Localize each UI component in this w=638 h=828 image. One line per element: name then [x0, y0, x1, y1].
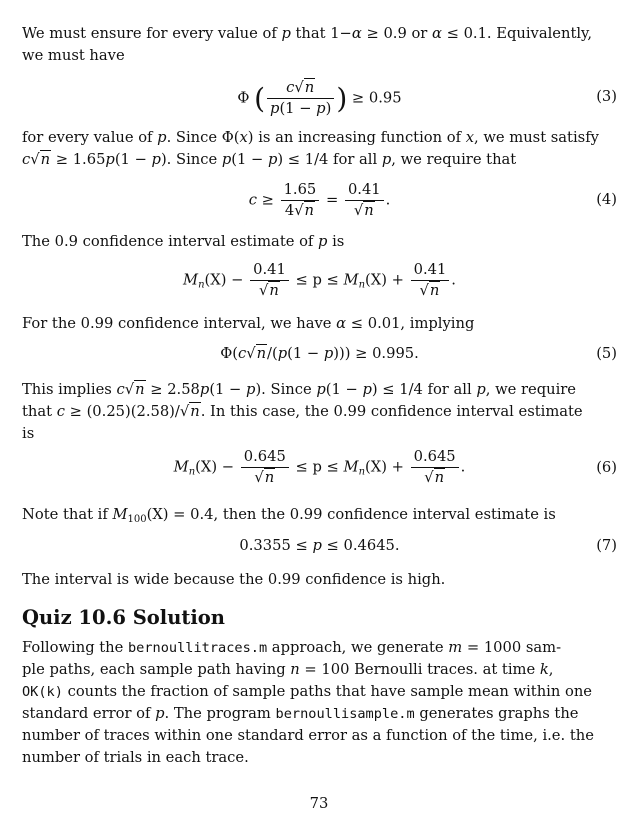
equation-number: (6)	[596, 459, 617, 476]
numerator: c√n	[267, 78, 334, 99]
text: that 1−	[290, 25, 352, 42]
text: (1 −	[114, 151, 152, 168]
text: ))) ≥ 0.995.	[333, 345, 419, 362]
var-alpha: α	[336, 315, 347, 332]
text: ≤ p ≤	[290, 271, 344, 289]
code-filename: bernoullitraces.m	[128, 640, 268, 656]
var-alpha: α	[351, 25, 362, 42]
text: ≤ p ≤	[290, 458, 344, 476]
section-heading: Quiz 10.6 Solution	[22, 606, 225, 629]
text: /(	[267, 345, 278, 362]
code-filename: bernoullisample.m	[275, 706, 415, 722]
subscript: n	[358, 279, 366, 291]
fraction	[411, 260, 450, 301]
text: Φ(	[220, 345, 238, 362]
var-c: c	[237, 345, 247, 362]
var-p: p	[270, 100, 280, 117]
equation-6	[22, 447, 617, 491]
text: The interval is wide because the 0.99 confidence is high.	[22, 571, 446, 588]
var-M: M	[343, 458, 359, 476]
var-p: p	[381, 151, 392, 168]
var-k: k	[539, 661, 549, 678]
text: (1 −	[231, 151, 268, 168]
equation-4	[22, 180, 617, 222]
text: +	[386, 458, 409, 476]
var-p: p	[281, 25, 291, 42]
equation-3	[22, 78, 617, 118]
fraction	[411, 447, 459, 488]
right-paren: )	[336, 82, 348, 115]
var-c: c	[116, 381, 125, 398]
var-n: n	[304, 79, 315, 96]
var-alpha: α	[432, 25, 442, 42]
page-number: 73	[309, 795, 329, 812]
text: (X)	[195, 458, 218, 476]
numerator: 0.645	[241, 447, 289, 468]
fraction	[281, 180, 320, 221]
var-p: p	[105, 151, 115, 168]
text: ≤ 0.4645.	[321, 537, 400, 554]
text: 0.3355 ≤	[239, 537, 313, 554]
var-p: p	[155, 705, 165, 722]
text: ≤ 0.1. Equivalently,	[441, 25, 593, 42]
var-M: M	[183, 271, 199, 289]
text: =	[321, 191, 343, 209]
text: ≥ (0.25)(2.58)/	[64, 403, 180, 420]
var-M: M	[112, 506, 128, 523]
paragraph-increasing: for every value of p. Since Φ(x) is an increasing function of x, we must satisfy c√n ≥ 1.65p(1 − p). Since p(1 − p) ≤ 1/4 for all p, we require that	[22, 129, 599, 168]
text: (1 −	[279, 100, 317, 117]
var-n: n	[40, 151, 51, 168]
equation-interval-09	[22, 260, 617, 304]
denominator: √n	[353, 202, 374, 219]
text: (X) = 0.4, then the 0.99 confidence interval estimate is	[146, 506, 556, 523]
fraction	[267, 78, 334, 119]
text: This implies	[22, 381, 117, 398]
text: The 0.9 confidence interval estimate of	[22, 233, 319, 250]
var-n: n	[135, 381, 145, 398]
var-c: c	[22, 151, 31, 168]
denominator: √n	[254, 469, 275, 486]
denominator	[267, 99, 334, 119]
text: , we must satisfy	[474, 129, 599, 146]
var-p: p	[323, 345, 334, 362]
text: ≤ 0.01, implying	[346, 315, 475, 332]
text: ). Since	[160, 151, 222, 168]
equation-number: (3)	[596, 88, 617, 105]
equation-number: (7)	[596, 537, 617, 554]
text: .	[451, 271, 456, 289]
fraction	[241, 447, 289, 488]
equation-body	[22, 180, 617, 221]
numerator: 1.65	[281, 180, 320, 201]
var-n: n	[190, 403, 200, 420]
numerator: 0.41	[411, 260, 450, 281]
text: −	[217, 458, 239, 476]
var-n: n	[434, 469, 445, 486]
text: (1 −	[287, 345, 324, 362]
subscript: n	[198, 279, 205, 291]
equation-number: (5)	[596, 345, 617, 362]
paragraph-quiz-solution	[22, 637, 617, 769]
rhs: ≥ 0.95	[347, 89, 402, 107]
var-p: p	[246, 381, 256, 398]
text: number of trials in each trace.	[22, 749, 249, 766]
var-m: m	[448, 639, 463, 656]
denominator: √n	[419, 282, 440, 299]
var-c: c	[248, 191, 257, 209]
var-p: p	[151, 151, 161, 168]
var-n: n	[269, 282, 279, 299]
equation-body	[22, 260, 617, 301]
text: ≥ 2.58	[145, 381, 200, 398]
text: approach, we generate	[267, 639, 449, 656]
text: . The program	[164, 705, 276, 722]
var-n: n	[290, 661, 300, 678]
var-n: n	[364, 202, 374, 219]
text: We must ensure for every value of	[22, 25, 282, 42]
numerator: 0.645	[411, 447, 459, 468]
text: ,	[548, 661, 554, 678]
var-p: p	[316, 381, 326, 398]
text: +	[386, 271, 409, 289]
var-c: c	[56, 403, 65, 420]
text: ple paths, each sample path having	[22, 661, 291, 678]
paragraph-099-intro	[22, 313, 617, 335]
var-M: M	[343, 271, 359, 289]
text: .	[385, 191, 391, 209]
text: , we require	[485, 381, 576, 398]
text: = 1000 sam-	[462, 639, 562, 656]
text: ) ≤ 1/4 for all	[371, 381, 477, 398]
text: ≥ 0.9 or	[361, 25, 432, 42]
text: standard error of	[22, 705, 156, 722]
var-p: p	[476, 381, 486, 398]
text: (X)	[365, 458, 387, 476]
subscript: n	[188, 466, 196, 478]
subscript: n	[358, 466, 366, 478]
left-paren: (	[254, 82, 266, 115]
var-p: p	[312, 537, 322, 554]
var-p: p	[199, 381, 210, 398]
var-p: p	[221, 151, 232, 168]
equation-body	[22, 78, 617, 119]
text: .	[460, 458, 466, 476]
text: counts the fraction of sample paths that have sample mean within one	[62, 683, 592, 700]
text: ). Since	[255, 381, 317, 398]
text: is	[22, 425, 35, 442]
numerator: 0.41	[345, 180, 384, 201]
equation-5	[22, 345, 617, 371]
text: ) ≤ 1/4 for all	[277, 151, 382, 168]
var-p: p	[318, 233, 328, 250]
var-n: n	[264, 469, 275, 486]
denominator: 4√n	[284, 202, 315, 219]
fraction	[250, 260, 289, 301]
var-M: M	[173, 458, 189, 476]
text: Following the	[22, 639, 128, 656]
text: ≥	[256, 191, 279, 209]
equation-body: Φ(c√n/(p(1 − p))) ≥ 0.995.	[220, 345, 419, 362]
text: for every value of	[22, 129, 158, 146]
text: −	[226, 271, 249, 289]
equation-body	[22, 447, 617, 488]
equation-number: (4)	[596, 191, 617, 208]
phi-symbol: Φ	[237, 89, 250, 107]
code-variable: OK(k)	[22, 684, 63, 700]
text: generates graphs the	[414, 705, 579, 722]
text: = 100 Bernoulli traces. at time	[299, 661, 540, 678]
text: Note that if	[22, 506, 113, 523]
var-n: n	[304, 202, 315, 219]
fraction	[345, 180, 384, 221]
text: 4	[284, 202, 295, 219]
text: (1 −	[325, 381, 363, 398]
var-p: p	[267, 151, 278, 168]
var-x: x	[239, 129, 248, 146]
text: )	[325, 100, 332, 117]
paragraph-note	[22, 504, 617, 531]
var-p: p	[277, 345, 288, 362]
paragraph-intro	[22, 23, 617, 67]
text: number of traces within one standard error as a function of the time, i.e. the	[22, 727, 594, 744]
text: ≥ 1.65	[51, 151, 106, 168]
equation-7	[22, 537, 617, 561]
paragraph-099-derivation: This implies c√n ≥ 2.58p(1 − p). Since p(1 − p) ≤ 1/4 for all p, we require that c ≥ (0.25)(2.58)/√n. In this case, the 0.99 confidence interval estimate is	[22, 381, 583, 442]
text: that	[22, 403, 57, 420]
denominator: √n	[424, 469, 445, 486]
text: (1 −	[209, 381, 247, 398]
var-n: n	[429, 282, 440, 299]
numerator: 0.41	[250, 260, 289, 281]
text: (X)	[204, 271, 227, 289]
text: is	[327, 233, 345, 250]
paragraph-wide-interval	[22, 569, 617, 591]
text: . In this case, the 0.99 confidence interval estimate	[200, 403, 583, 420]
paragraph-09-interval	[22, 231, 617, 253]
text: For the 0.99 confidence interval, we have	[22, 315, 337, 332]
equation-body	[22, 537, 617, 554]
text: (X)	[365, 271, 387, 289]
text: we must have	[22, 47, 125, 64]
var-x: x	[465, 129, 474, 146]
denominator: √n	[259, 282, 279, 299]
var-p: p	[362, 381, 372, 398]
text: . Since Φ(	[166, 129, 240, 146]
var-p: p	[316, 100, 326, 117]
text: ) is an increasing function of	[247, 129, 466, 146]
var-c: c	[286, 79, 295, 96]
text: , we require that	[391, 151, 517, 168]
var-p: p	[157, 129, 167, 146]
var-n: n	[256, 345, 267, 362]
subscript: 100	[127, 514, 147, 525]
